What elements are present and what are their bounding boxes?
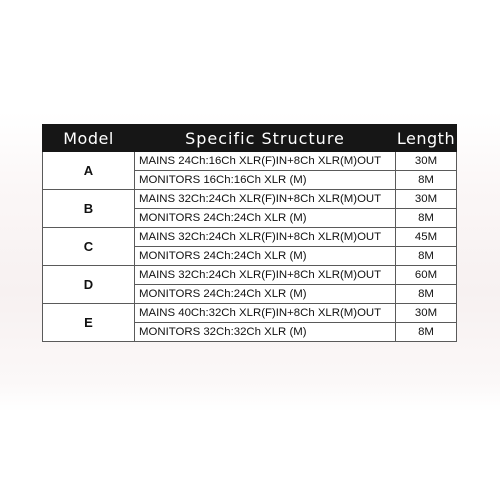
table-header-row bbox=[43, 125, 457, 152]
table-row bbox=[43, 304, 457, 323]
structure-cell: MONITORS 24Ch:24Ch XLR (M) bbox=[135, 285, 396, 304]
structure-cell: MONITORS 32Ch:32Ch XLR (M) bbox=[135, 323, 396, 342]
structure-cell: MONITORS 24Ch:24Ch XLR (M) bbox=[135, 209, 396, 228]
structure-cell: MONITORS 16Ch:16Ch XLR (M) bbox=[135, 171, 396, 190]
structure-cell: MONITORS 24Ch:24Ch XLR (M) bbox=[135, 247, 396, 266]
table-row bbox=[43, 190, 457, 209]
spec-table bbox=[42, 124, 457, 342]
model-cell: C bbox=[43, 228, 135, 266]
length-cell: 30M bbox=[396, 304, 457, 323]
table-row bbox=[43, 266, 457, 285]
table-row bbox=[43, 228, 457, 247]
model-cell: E bbox=[43, 304, 135, 342]
structure-cell: MAINS 24Ch:16Ch XLR(F)IN+8Ch XLR(M)OUT bbox=[135, 152, 396, 171]
length-cell: 30M bbox=[396, 190, 457, 209]
header-model: Model bbox=[43, 125, 135, 152]
length-cell: 8M bbox=[396, 209, 457, 228]
length-cell: 8M bbox=[396, 247, 457, 266]
length-cell: 8M bbox=[396, 285, 457, 304]
table-row bbox=[43, 152, 457, 171]
structure-cell: MAINS 32Ch:24Ch XLR(F)IN+8Ch XLR(M)OUT bbox=[135, 228, 396, 247]
length-cell: 8M bbox=[396, 323, 457, 342]
length-cell: 30M bbox=[396, 152, 457, 171]
length-cell: 45M bbox=[396, 228, 457, 247]
model-cell: D bbox=[43, 266, 135, 304]
structure-cell: MAINS 40Ch:32Ch XLR(F)IN+8Ch XLR(M)OUT bbox=[135, 304, 396, 323]
header-structure: Specific Structure bbox=[135, 125, 396, 152]
length-cell: 8M bbox=[396, 171, 457, 190]
structure-cell: MAINS 32Ch:24Ch XLR(F)IN+8Ch XLR(M)OUT bbox=[135, 266, 396, 285]
structure-cell: MAINS 32Ch:24Ch XLR(F)IN+8Ch XLR(M)OUT bbox=[135, 190, 396, 209]
header-length: Length bbox=[396, 125, 457, 152]
model-cell: A bbox=[43, 152, 135, 190]
length-cell: 60M bbox=[396, 266, 457, 285]
model-cell: B bbox=[43, 190, 135, 228]
